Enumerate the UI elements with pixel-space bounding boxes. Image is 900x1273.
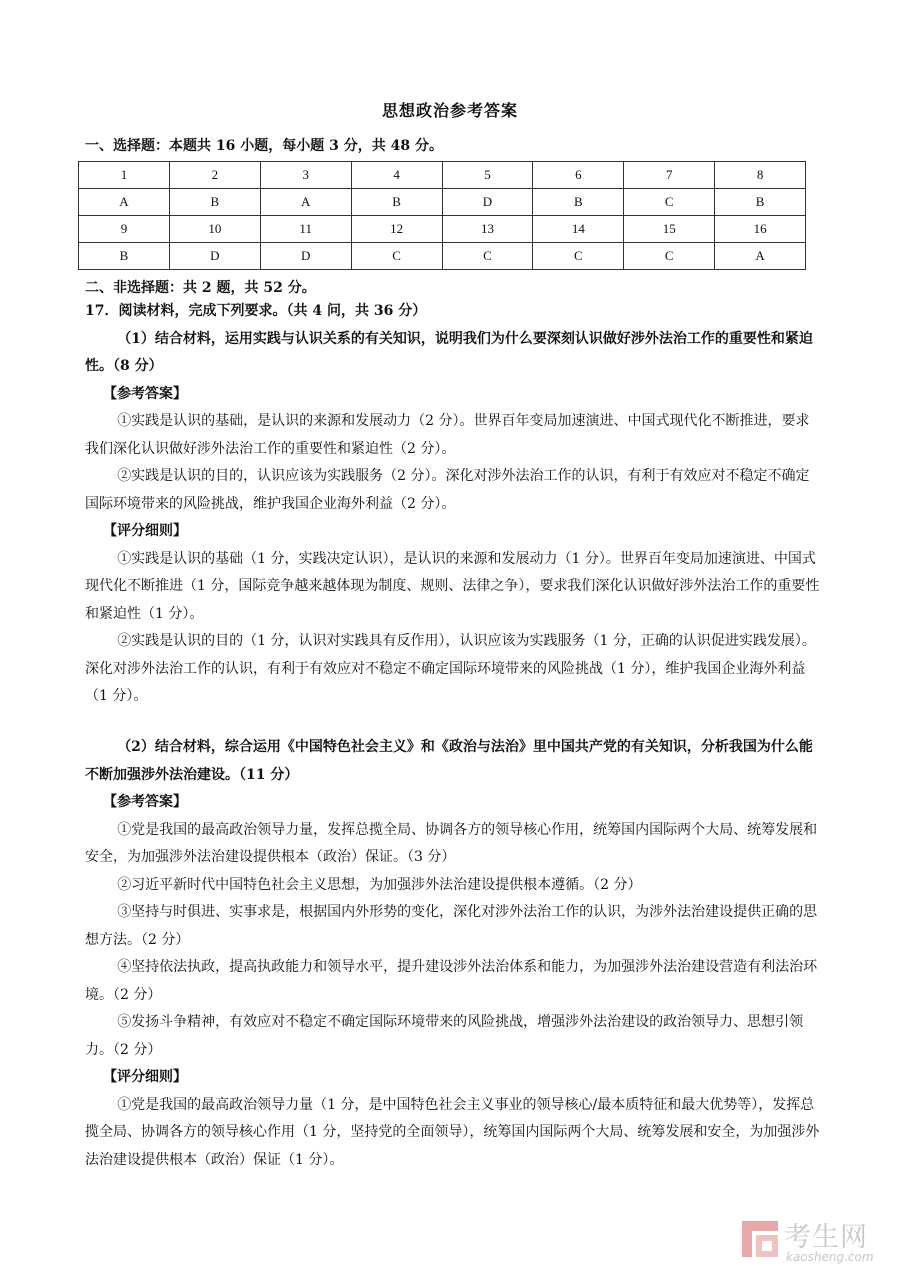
question-17-part-2 [85,734,820,1174]
kaosheng-logo-icon [740,1219,780,1259]
table-cell: 2 [169,162,260,189]
table-cell: C [442,243,533,270]
answer-item: ②实践是认识的目的，认识应该为实践服务（2 分）。深化对涉外法治工作的认识，有利于有效应对不稳定不确定国际环境带来的风险挑战，维护我国企业海外利益（2 分）。 [85,468,810,512]
table-cell: D [260,243,351,270]
table-cell: 3 [260,162,351,189]
rule-item: ②实践是认识的目的（1 分，认识对实践具有反作用），认识应该为实践服务（1 分，正确的认识促进实践发展）。深化对涉外法治工作的认识，有利于有效应对不稳定不确定国际环境带来的风险挑战（1 分），维护我国企业海外利益（1 分）。 [85,633,816,704]
section-choice-heading: 一、选择题：本题共 16 小题，每小题 3 分，共 48 分。 [85,138,443,154]
answer-table [78,161,806,270]
table-cell: 15 [624,216,715,243]
rule-item: ①实践是认识的基础（1 分，实践决定认识），是认识的来源和发展动力（1 分）。世界百年变局加速演进、中国式现代化不断推进（1 分，国际竞争越来越体现为制度、规则、法律之争），要求我们深化认识做好涉外法治工作的重要性和紧迫性（1 分）。 [85,550,820,622]
table-cell: B [533,189,624,216]
table-cell: 10 [169,216,260,243]
answer-item: ①党是我国的最高政治领导力量，发挥总揽全局、协调各方的领导核心作用，统筹国内国际两个大局、统筹发展和安全，为加强涉外法治建设提供根本（政治）保证。（3 分） [85,821,818,865]
table-cell: A [715,243,806,270]
table-cell: B [79,243,170,270]
scoring-rules-header: 【评分细则】 [103,1069,187,1085]
table-cell: A [79,189,170,216]
table-cell: 5 [442,162,533,189]
page-title: 思想政治参考答案 [381,101,518,120]
kaosheng-watermark [740,1215,890,1271]
question-17-part-1 [85,298,820,711]
table-cell: 8 [715,162,806,189]
table-cell: C [624,189,715,216]
reference-answer-header: 【参考答案】 [103,794,187,810]
table-cell: 14 [533,216,624,243]
section-nonchoice-heading: 二、非选择题：共 2 题，共 52 分。 [85,280,316,296]
answer-item: ②习近平新时代中国特色社会主义思想，为加强涉外法治建设提供根本遵循。（2 分） [117,876,642,893]
table-row [79,189,806,216]
table-cell: 6 [533,162,624,189]
table-cell: D [442,189,533,216]
table-cell: 7 [624,162,715,189]
table-cell: B [169,189,260,216]
table-row [79,243,806,270]
table-cell: C [351,243,442,270]
answer-item: ④坚持依法执政，提高执政能力和领导水平，提升建设涉外法治体系和能力，为加强涉外法治建设营造有利法治环境。（2 分） [85,959,818,1003]
question-17-1: （1）结合材料，运用实践与认识关系的有关知识，说明我们为什么要深刻认识做好涉外法治工作的重要性和紧迫性。（8 分） [85,330,813,374]
table-cell: B [351,189,442,216]
table-cell: 12 [351,216,442,243]
answer-item: ①实践是认识的基础，是认识的来源和发展动力（2 分）。世界百年变局加速演进、中国式现代化不断推进，要求我们深化认识做好涉外法治工作的重要性和紧迫性（2 分）。 [85,413,810,457]
reference-answer-header: 【参考答案】 [103,385,187,402]
table-cell: 13 [442,216,533,243]
table-row [79,216,806,243]
table-cell: A [260,189,351,216]
table-cell: C [533,243,624,270]
table-cell: C [624,243,715,270]
table-cell: 9 [79,216,170,243]
question-17-2: （2）结合材料，综合运用《中国特色社会主义》和《政治与法治》里中国共产党的有关知识，分析我国为什么能不断加强涉外法治建设。（11 分） [85,739,813,783]
watermark-site: kaosheng.com [786,1250,874,1264]
answer-item: ③坚持与时俱进、实事求是，根据国内外形势的变化，深化对涉外法治工作的认识，为涉外法治建设提供正确的思想方法。（2 分） [85,904,818,948]
table-cell: 16 [715,216,806,243]
table-cell: 1 [79,162,170,189]
answer-item: ⑤发扬斗争精神，有效应对不稳定不确定国际环境带来的风险挑战，增强涉外法治建设的政治领导力、思想引领力。（2 分） [85,1014,804,1058]
table-cell: 4 [351,162,442,189]
scoring-rules-header: 【评分细则】 [103,523,187,539]
table-cell: B [715,189,806,216]
watermark-name: 考生网 [784,1222,868,1253]
table-row [79,162,806,189]
rule-item: ①党是我国的最高政治领导力量（1 分，是中国特色社会主义事业的领导核心/最本质特征和最大优势等），发挥总揽全局、协调各方的领导核心作用（1 分，坚持党的全面领导），统筹国内国际两个大局、统筹发展和安全，为加强涉外法治建设提供根本（政治）保证（1 分）。 [85,1096,820,1168]
question-17-heading: 17．阅读材料，完成下列要求。（共 4 问，共 36 分） [85,303,427,319]
table-cell: 11 [260,216,351,243]
table-cell: D [169,243,260,270]
